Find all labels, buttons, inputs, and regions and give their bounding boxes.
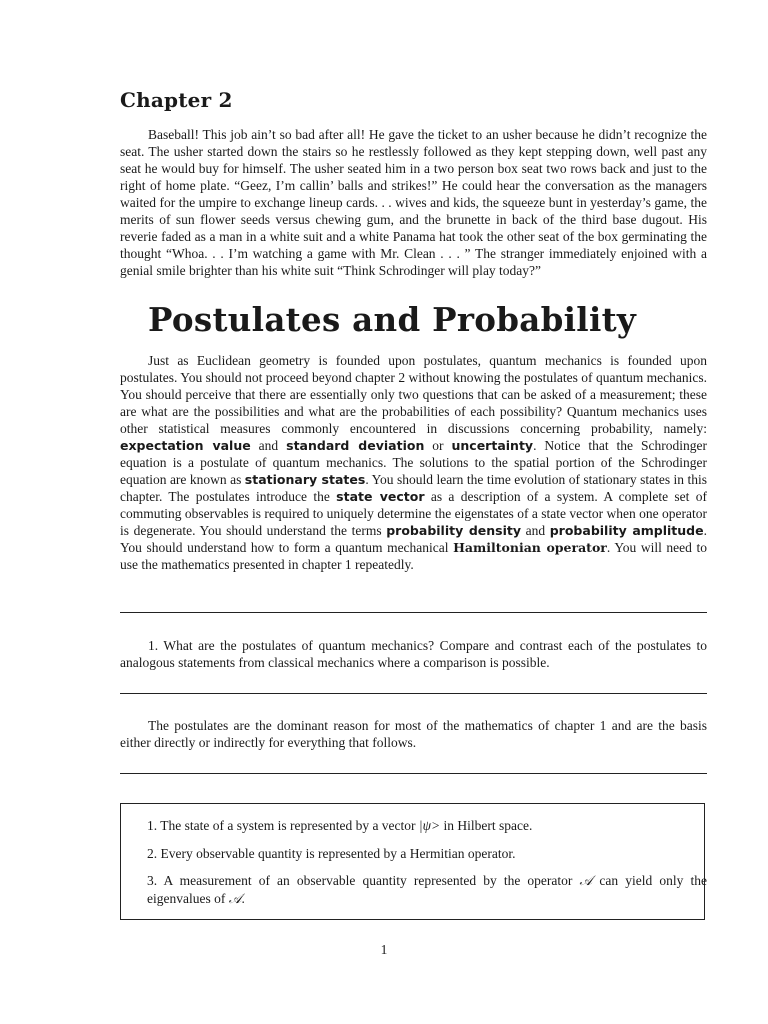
intro-text: . You should understand how to form a quantum mechanical xyxy=(120,523,707,555)
intro-text: and xyxy=(250,438,287,453)
term-state-vector: state vector xyxy=(336,489,425,504)
postulate-3 xyxy=(147,872,707,908)
postulate-text: 3. A measurement of an observable quantity represented by the operator xyxy=(147,873,580,888)
page-number: 1 xyxy=(380,942,388,957)
term-hamiltonian-operator: Hamiltonian operator xyxy=(453,540,607,555)
intro-text: . You should learn the time evolution of stationary states in this chapter. The postulates introduce the xyxy=(120,472,708,504)
postulate-text: 1. The state of a system is represented by a vector xyxy=(147,818,419,833)
state-vector-symbol: |ψ> xyxy=(418,818,441,833)
term-probability-amplitude: probability amplitude xyxy=(549,523,704,538)
operator-symbol: 𝒜 xyxy=(579,873,593,889)
divider-rule xyxy=(120,773,707,774)
operator-symbol: 𝒜 xyxy=(228,891,242,907)
chapter-heading: Chapter 2 xyxy=(120,88,233,112)
question-paragraph: 1. What are the postulates of quantum mechanics? Compare and contrast each of the postulates to analogous statements from classical mechanics where a comparison is possible. xyxy=(120,638,707,670)
postulate-text: can yield only the eigenvalues of xyxy=(147,873,707,906)
term-stationary-states: stationary states xyxy=(244,472,366,487)
divider-rule xyxy=(120,612,707,613)
intro-text: as a description of a system. A complete set of commuting observables is required to uniquely determine the eigenstates of a state vector when one operator is degenerate. You should understand the terms xyxy=(120,489,707,538)
intro-text: and xyxy=(521,523,550,538)
note-paragraph: The postulates are the dominant reason for most of the mathematics of chapter 1 and are the basis either directly or indirectly for everything that follows. xyxy=(120,718,707,750)
term-probability-density: probability density xyxy=(386,523,522,538)
postulates-box xyxy=(120,803,705,920)
postulate-2: 2. Every observable quantity is represented by a Hermitian operator. xyxy=(147,846,516,861)
intro-text: . Notice that the Schrodinger equation is a postulate of quantum mechanics. The solutions to the spatial portion of the Schrodinger equation are known as xyxy=(120,438,707,487)
term-expectation-value: expectation value xyxy=(120,438,251,453)
postulate-text: . xyxy=(241,891,245,906)
term-uncertainty: uncertainty xyxy=(451,438,534,453)
intro-paragraph xyxy=(120,352,707,573)
section-title: Postulates and Probability xyxy=(148,300,637,339)
intro-text: or xyxy=(424,438,452,453)
intro-text: Just as Euclidean geometry is founded upon postulates, quantum mechanics is founded upon postulates. You should not proceed beyond chapter 2 without knowing the postulates of quantum mechanics. You should perceive that there are essentially only two questions that can be asked of a measurement; these are what are the possibilities and what are the probabilities of each possibility? Quantum mechanics uses other statistical measures commonly encountered in discussions concerning probability, namely: xyxy=(120,353,707,436)
postulate-1 xyxy=(147,817,707,834)
intro-text: . You will need to use the mathematics presented in chapter 1 repeatedly. xyxy=(120,540,707,572)
divider-rule xyxy=(120,693,707,694)
story-paragraph: Baseball! This job ain’t so bad after all! He gave the ticket to an usher because he didn’t recognize the seat. The usher started down the stairs so he restlessly followed as they kept stepping down, well past any seat he would buy for himself. The usher seated him in a two person box seat two rows back and just to the right of home plate. “Geez, I’m callin’ balls and strikes!” He could hear the conversation as the managers waited for the umpire to exchange lineup cards. . . wives and kids, the squeeze bunt in yesterday’s game, the merits of sun flower seeds versus chewing gum, and the brunette in back of the third base dugout. His reverie faded as a man in a white suit and a white Panama hat took the other seat of the box germinating the thought “Whoa. . . I’m watching a game with Mr. Clean . . . ” The stranger immediately enjoined with a genial smile brighter than his white suit “Think Schrodinger will play today?” xyxy=(120,127,707,278)
postulate-text: in Hilbert space. xyxy=(440,818,533,833)
term-standard-deviation: standard deviation xyxy=(286,438,425,453)
